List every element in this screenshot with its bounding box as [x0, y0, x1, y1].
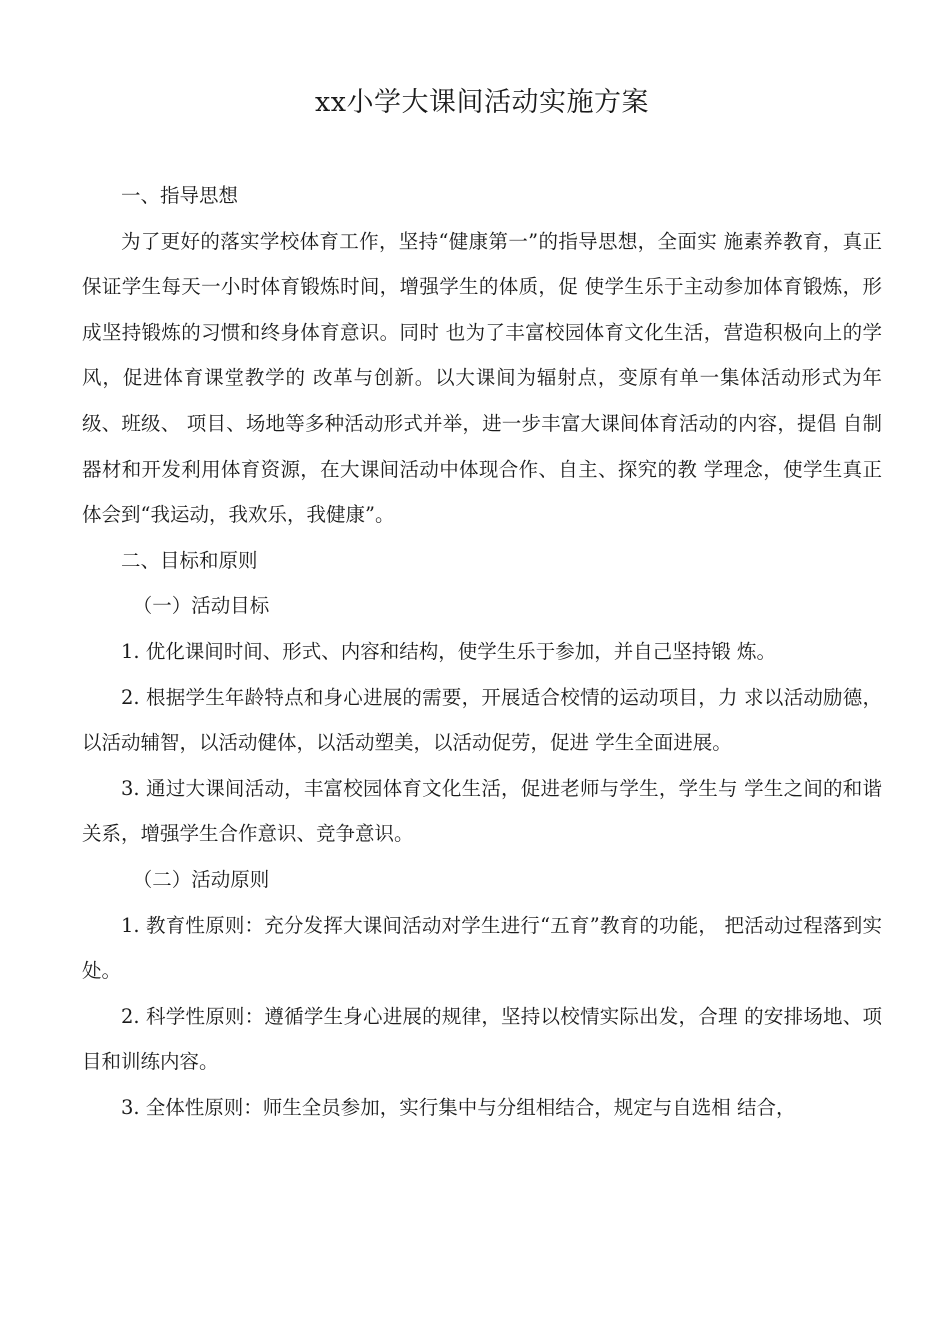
section-heading-guiding-thought: 一、指导思想: [121, 184, 239, 207]
principle-item-3: 3. 全体性原则：师生全员参加，实行集中与分组相结合，规定与自选相 结合，: [121, 1095, 796, 1119]
principle-item-2: 2. 科学性原则：遵循学生身心进展的规律，坚持以校情实际出发，合理 的安排场地、项目和训练内容。: [82, 1004, 882, 1074]
document-body: [82, 173, 882, 1130]
document-title: xx小学大课间活动实施方案: [315, 87, 649, 118]
subsection-heading-activity-goals: （一）活动目标: [132, 594, 270, 618]
goal-item-2: 2. 根据学生年龄特点和身心进展的需要，开展适合校情的运动项目，力 求以活动励德，以活动辅智，以活动健体，以活动塑美，以活动促劳，促进 学生全面进展。: [82, 685, 882, 755]
goal-item-3: 3. 通过大课间活动，丰富校园体育文化生活，促进老师与学生，学生与 学生之间的和谐关系，增强学生合作意识、竞争意识。: [82, 776, 882, 846]
goal-item-1: 1. 优化课间时间、形式、内容和结构，使学生乐于参加，并自己坚持锻 炼。: [121, 639, 777, 663]
paragraph-guiding-thought: 为了更好的落实学校体育工作，坚持“健康第一”的指导思想，全面实 施素养教育，真正保证学生每天一小时体育锻炼时间，增强学生的体质，促 使学生乐于主动参加体育锻炼，形成坚持锻炼的习惯和终身体育意识。同时 也为了丰富校园体育文化生活，营造积极向上的学风，促进体育课堂教学的 改革与创新。以大课间为辐射点，变原有单一集体活动形式为年级、班级、 项目、场地等多种活动形式并举，进一步丰富大课间体育活动的内容，提倡 自制器材和开发利用体育资源，在大课间活动中体现合作、自主、探究的教 学理念，使学生真正体会到“我运动，我欢乐，我健康”。: [82, 229, 882, 527]
section-heading-goals-principles: 二、目标和原则: [121, 548, 258, 572]
principle-item-1: 1. 教育性原则：充分发挥大课间活动对学生进行“五育”教育的功能， 把活动过程落到实处。: [82, 913, 882, 983]
subsection-heading-activity-principles: （二）活动原则: [132, 867, 270, 891]
